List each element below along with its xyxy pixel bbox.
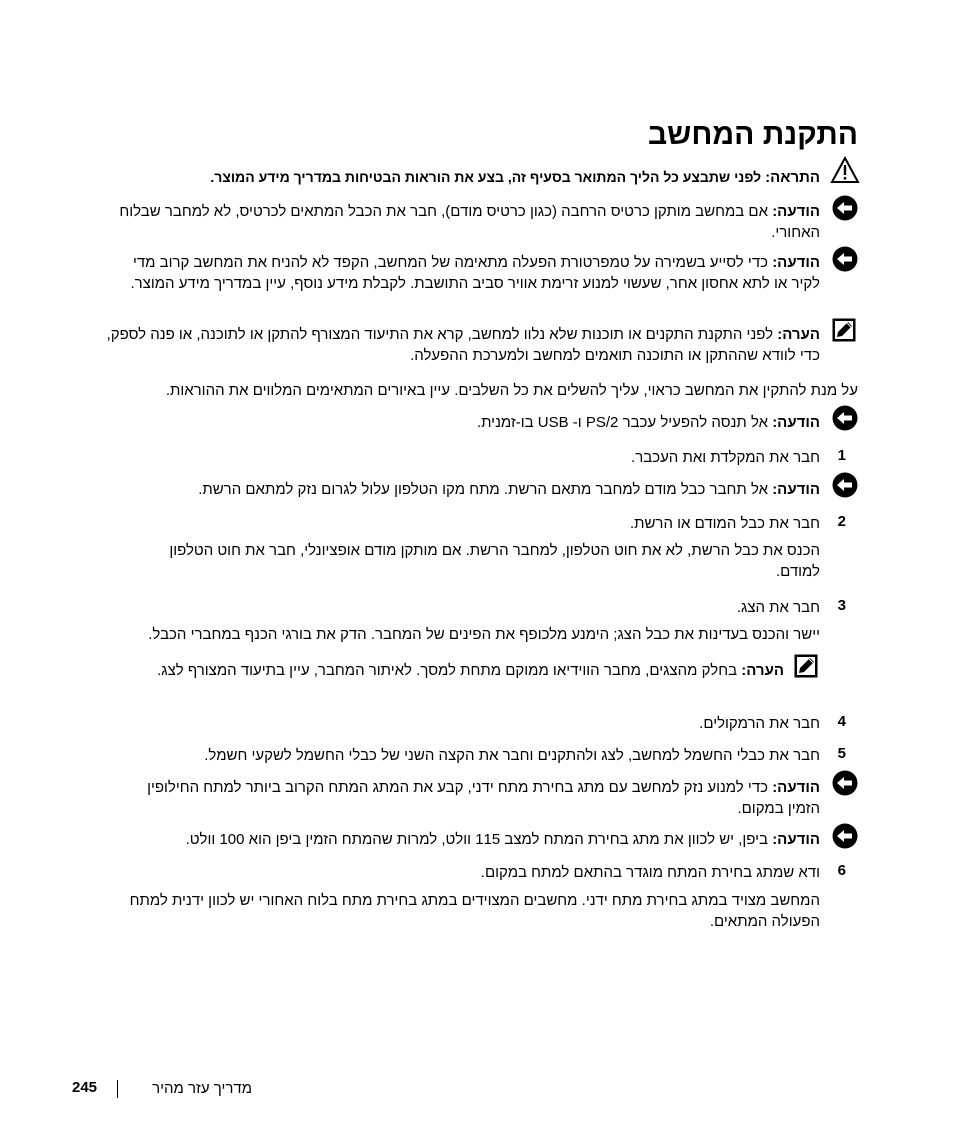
note-label: הערה: bbox=[777, 326, 820, 343]
notice-text: כדי למנוע נזק למחשב עם מתג בחירת מתח ידני, קבע את המתג המתח הקרוב ביותר למתח החילופין הזמין במקום. bbox=[147, 779, 820, 817]
notice-block-3 bbox=[120, 412, 820, 433]
step-number: 4 bbox=[837, 713, 846, 730]
step-detail: הכנס את כבל הרשת, לא את חוט הטלפון, למחבר הרשת. אם מותקן מודם אופציונלי, חבר את חוט הטלפון למודם. bbox=[169, 542, 820, 580]
note-icon bbox=[794, 654, 818, 678]
step-number: 2 bbox=[837, 513, 846, 530]
caution-block bbox=[100, 167, 820, 188]
notice-icon bbox=[832, 823, 858, 849]
notice-block-5 bbox=[130, 777, 820, 819]
note-label: הערה: bbox=[741, 662, 784, 679]
step-number: 3 bbox=[837, 597, 846, 614]
step-number: 1 bbox=[837, 447, 846, 464]
notice-label: הודעה: bbox=[772, 203, 820, 220]
intro-paragraph: על מנת להתקין את המחשב כראוי, עליך להשלים את כל השלבים. עיין באיורים המתאימים המלווים את ההוראות. bbox=[165, 382, 858, 399]
step-text: חבר את הרמקולים. bbox=[699, 715, 820, 732]
notice-label: הודעה: bbox=[772, 481, 820, 498]
notice-block-1 bbox=[94, 201, 820, 243]
notice-label: הודעה: bbox=[772, 831, 820, 848]
note-icon bbox=[832, 318, 856, 342]
step-text: חבר את הצג. bbox=[736, 599, 820, 616]
notice-label: הודעה: bbox=[772, 779, 820, 796]
footer-divider bbox=[117, 1080, 118, 1098]
step-detail: המחשב מצויד במתג בחירת מתח ידני. מחשבים המצוידים במתג בחירת מתח בלוח האחורי יש לכוון ידנית למתח הפעולה המתאים. bbox=[129, 892, 820, 930]
notice-text: ביפן, יש לכוון את מתג בחירת המתח למצב 115 וולט, למרות שהמתח הזמין ביפן הוא 100 וולט. bbox=[185, 831, 769, 848]
step-text: חבר את המקלדת ואת העכבר. bbox=[631, 449, 820, 466]
notice-text: אם במחשב מותקן כרטיס הרחבה (כגון כרטיס מודם), חבר את הכבל המתאים לכרטיס, לא למחבר שבלוח האחורי. bbox=[119, 203, 820, 241]
notice-block-6 bbox=[90, 829, 820, 850]
step-text: ודא שמתג בחירת המתח מוגדר בהתאם למתח במקום. bbox=[480, 864, 820, 881]
notice-icon bbox=[832, 472, 858, 498]
notice-text: כדי לסייע בשמירה על טמפרטורת הפעלה מתאימה של המחשב, הקפד לא להניח את המחשב קרוב מדי לקיר או לתא אחסון אחר, שעשוי למנוע זרימת אוויר סביב התושבת. לקבלת מידע נוסף, עיין במדריך מידע המוצר. bbox=[130, 254, 820, 292]
notice-label: הודעה: bbox=[772, 414, 820, 431]
step-detail: יישר והכנס בעדינות את כבל הצג; הימנע מלכופף את הפינים של המחבר. הדק את בורגי הכנף במחברי הכבל. bbox=[148, 626, 820, 643]
caution-icon bbox=[830, 156, 860, 184]
notice-icon bbox=[832, 405, 858, 431]
caution-label: התראה: bbox=[765, 169, 820, 186]
notice-text: אל תנסה להפעיל עכבר PS/2 ו- USB בו-זמנית. bbox=[476, 414, 769, 431]
notice-block-2 bbox=[120, 252, 820, 294]
page-title: התקנת המחשב bbox=[647, 118, 858, 151]
notice-icon bbox=[832, 246, 858, 272]
note-block-2 bbox=[114, 660, 784, 681]
step-text: חבר את כבלי החשמל למחשב, לצג ולהתקנים וחבר את הקצה השני של כבלי החשמל לשקעי חשמל. bbox=[204, 747, 820, 764]
footer-guide-title: מדריך עזר מהיר bbox=[152, 1080, 252, 1097]
step-number: 6 bbox=[837, 862, 846, 879]
page-number: 245 bbox=[72, 1079, 98, 1096]
notice-block-4 bbox=[120, 479, 820, 500]
caution-text: לפני שתבצע כל הליך המתואר בסעיף זה, בצע את הוראות הבטיחות במדריך מידע המוצר. bbox=[210, 169, 762, 185]
notice-icon bbox=[832, 195, 858, 221]
step-number: 5 bbox=[837, 745, 846, 762]
note-text: בחלק מהצגים, מחבר הווידיאו ממוקם מתחת למסך. לאיתור המחבר, עיין בתיעוד המצורף לצג. bbox=[157, 662, 738, 679]
notice-icon bbox=[832, 770, 858, 796]
notice-text: אל תחבר כבל מודם למחבר מתאם הרשת. מתח מקו הטלפון עלול לגרום נזק למתאם הרשת. bbox=[198, 481, 769, 498]
notice-label: הודעה: bbox=[772, 254, 820, 271]
note-block-1 bbox=[102, 324, 820, 366]
note-text: לפני התקנת התקנים או תוכנות שלא נלוו למחשב, קרא את התיעוד המצורף להתקן או לתוכנה, או פנה לספק, כדי לוודא שההתקן או התוכנה תואמים למחשב ולמערכת ההפעלה. bbox=[106, 326, 820, 364]
step-text: חבר את כבל המודם או הרשת. bbox=[629, 515, 820, 532]
